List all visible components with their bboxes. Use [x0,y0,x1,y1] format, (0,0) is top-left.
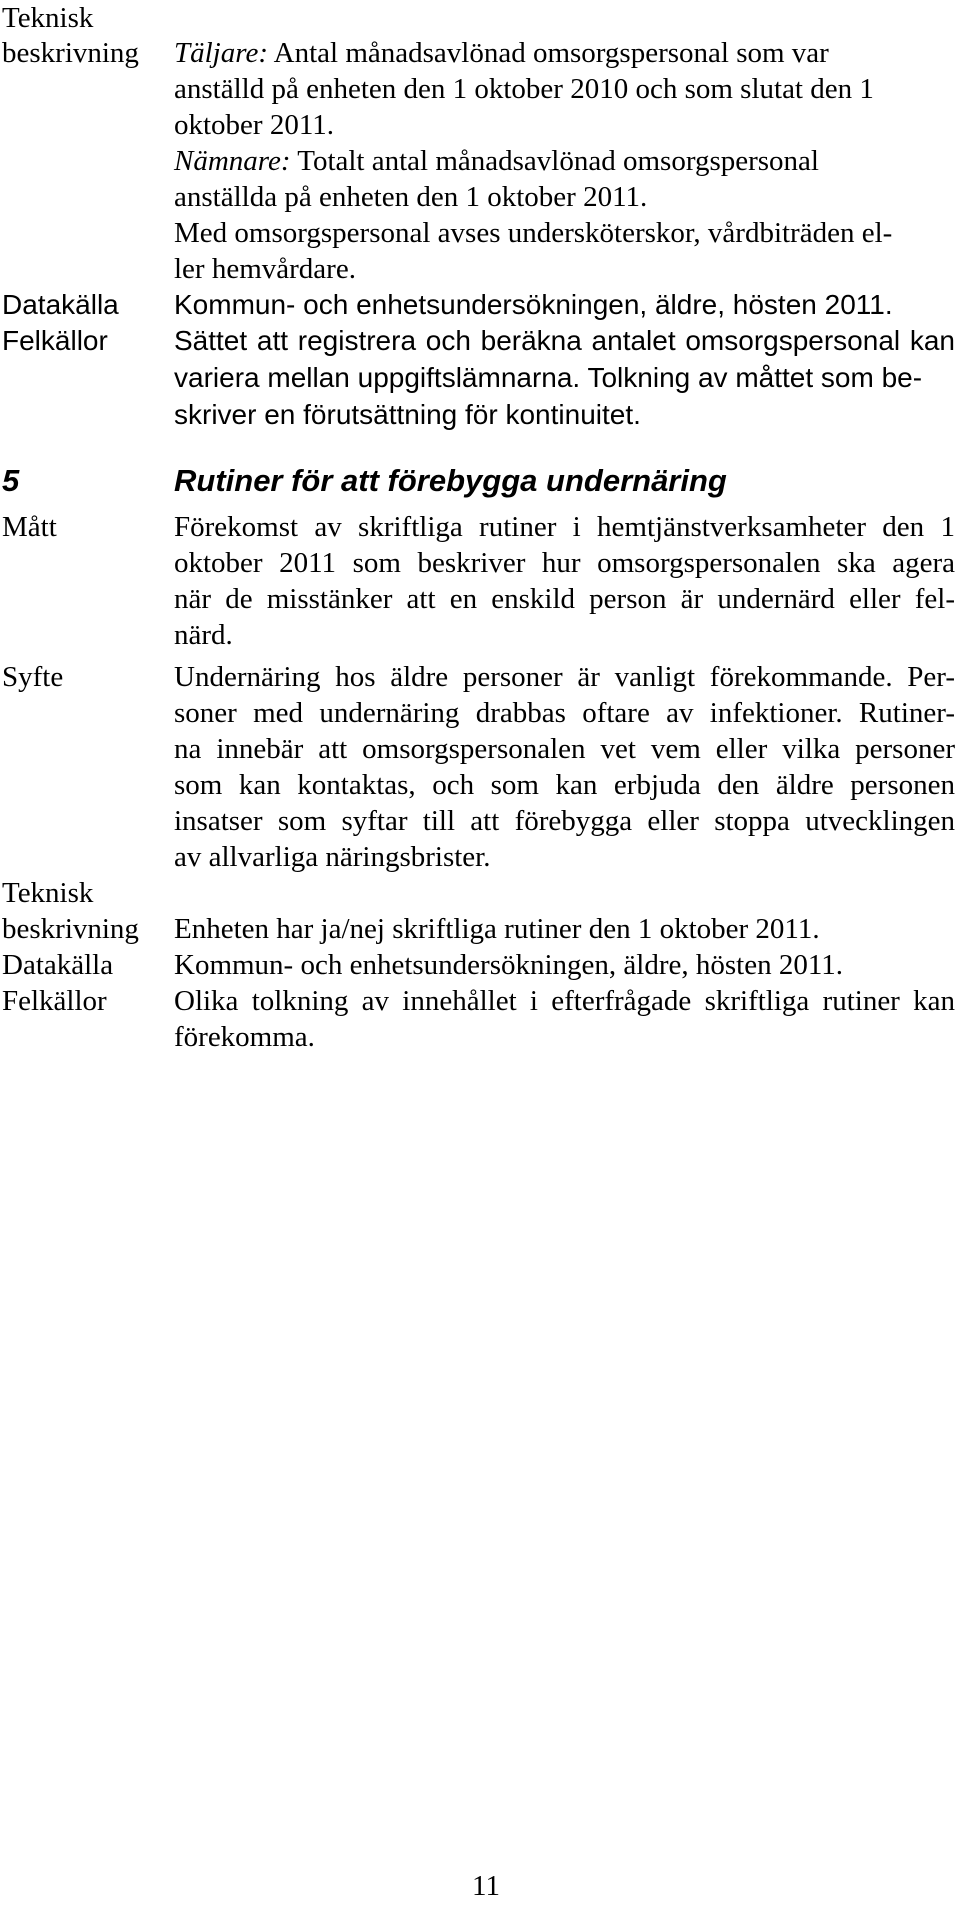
matt-line: Förekomst av skriftliga rutiner i hemtjänstverksamheter den 1 [174,511,955,543]
section-title: Rutiner för att förebygga undernäring [174,463,727,498]
felkallor-label: Felkällor [2,325,108,356]
syfte-line: som kan kontaktas, och som kan erbjuda den äldre personen [174,769,955,801]
taljare-term: Täljare: [174,37,268,69]
body-line: ler hemvårdare. [174,253,356,285]
datakalla-text: Kommun- och enhetsundersökningen, äldre, hösten 2011. [174,949,844,981]
taljare-line [174,35,829,71]
beskrivning-label: beskrivning [2,913,139,945]
felkallor-line: förekomma. [174,1021,315,1053]
matt-label: Mått [2,511,57,543]
taljare-text: Antal månadsavlönad omsorgspersonal som var [267,37,829,69]
matt-line: oktober 2011 som beskriver hur omsorgspersonalen ska agera [174,547,955,579]
felkallor-line: Sättet att registrera och beräkna antalet omsorgspersonal kan [174,325,955,356]
teknisk-label: Teknisk [2,877,94,909]
body-line: anställda på enheten den 1 oktober 2011. [174,181,648,213]
body-line: anställd på enheten den 1 oktober 2010 och som slutat den 1 [174,73,874,105]
datakalla-label: Datakälla [2,289,119,320]
namnare-line [174,143,819,179]
syfte-label: Syfte [2,661,64,693]
teknisk-text: Enheten har ja/nej skriftliga rutiner den 1 oktober 2011. [174,913,820,945]
section-number: 5 [2,463,20,498]
matt-line: närd. [174,619,233,651]
syfte-line: Undernäring hos äldre personer är vanligt förekommande. Per- [174,661,955,693]
felkallor-line: Olika tolkning av innehållet i efterfrågade skriftliga rutiner kan [174,985,955,1017]
datakalla-label: Datakälla [2,949,114,981]
felkallor-line: skriver en förutsättning för kontinuitet. [174,399,641,430]
matt-line: när de misstänker att en enskild person är undernärd eller fel- [174,583,955,615]
syfte-line: insatser som syftar till att förebygga eller stoppa utvecklingen [174,805,955,837]
syfte-line: av allvarliga näringsbrister. [174,841,491,873]
felkallor-line: variera mellan uppgiftslämnarna. Tolkning av måttet som be- [174,362,923,393]
felkallor-label: Felkällor [2,985,107,1017]
datakalla-text: Kommun- och enhetsundersökningen, äldre, hösten 2011. [174,289,893,320]
body-line: oktober 2011. [174,109,335,141]
beskrivning-label: beskrivning [2,37,139,69]
page-number: 11 [472,1870,500,1902]
teknisk-label: Teknisk [2,2,94,34]
body-line: Med omsorgspersonal avses undersköterskor, vårdbiträden el- [174,217,893,249]
namnare-text: Totalt antal månadsavlönad omsorgspersonal [290,145,819,177]
syfte-line: na innebär att omsorgspersonalen vet vem eller vilka personer [174,733,955,765]
syfte-line: soner med undernäring drabbas oftare av infektioner. Rutiner- [174,697,955,729]
namnare-term: Nämnare: [174,145,291,177]
